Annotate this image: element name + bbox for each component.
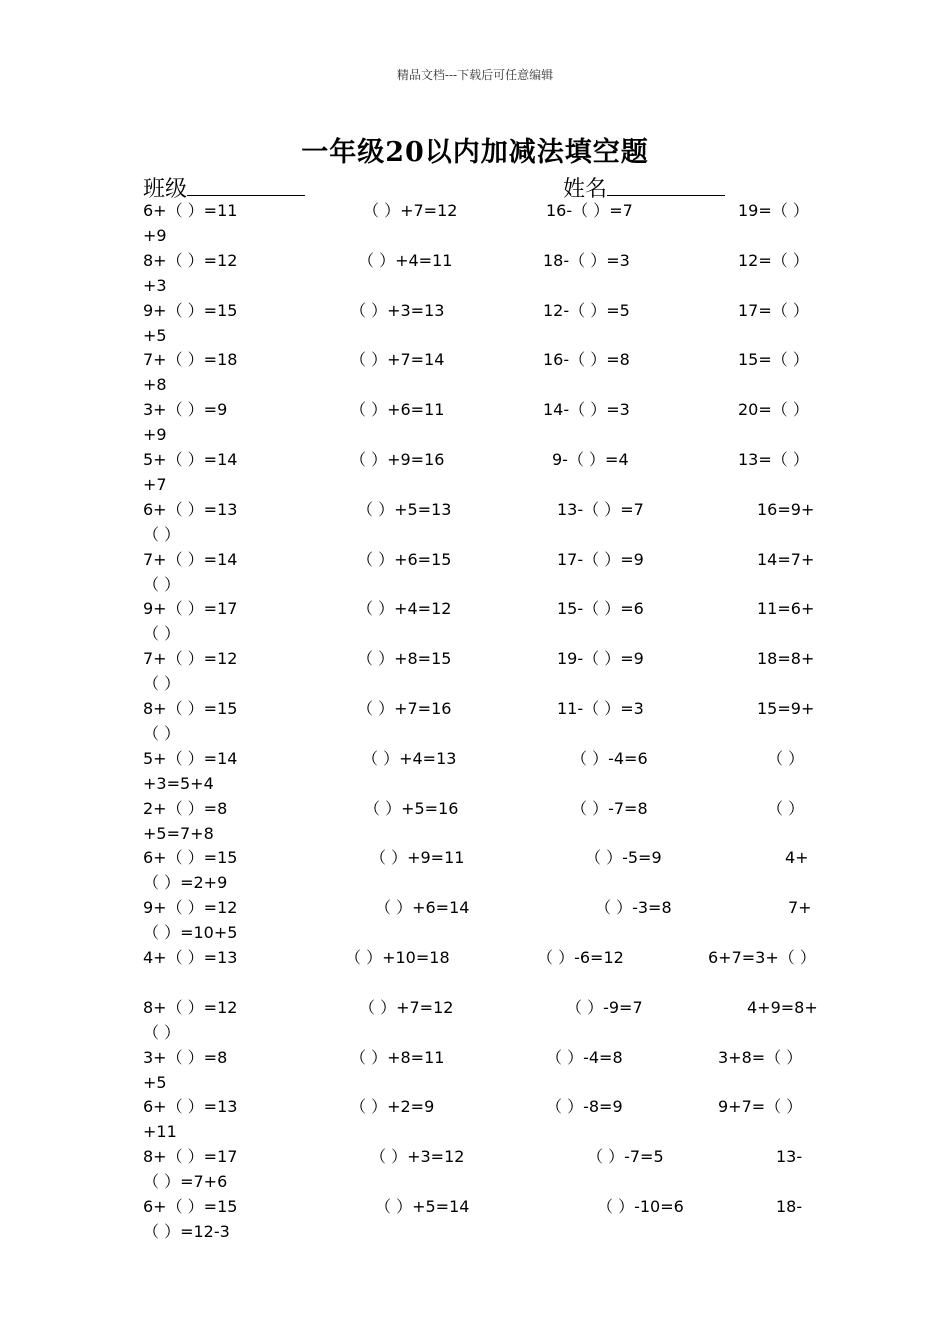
problem-1: 9+（ ）=17 xyxy=(143,599,238,619)
problem-4-continuation: +7 xyxy=(143,475,167,494)
problem-1: 6+（ ）=15 xyxy=(143,848,238,868)
problem-row xyxy=(0,796,950,846)
page-title: 一年级20以内加减法填空题 xyxy=(301,137,649,168)
problem-4: （ ） xyxy=(767,798,805,818)
problem-2: （ ）+5=14 xyxy=(375,1197,470,1216)
problem-row xyxy=(0,696,950,746)
problem-3: 11-（ ）=3 xyxy=(557,699,644,718)
problem-4-continuation: （ ）=2+9 xyxy=(143,873,228,893)
problem-4: 15=（ ） xyxy=(738,350,809,370)
problem-3: （ ）-4=6 xyxy=(571,748,648,768)
problem-1: 8+（ ）=12 xyxy=(143,997,238,1017)
problem-3: 9-（ ）=4 xyxy=(552,450,629,469)
problem-row xyxy=(0,895,950,945)
problem-4: 15=9+ xyxy=(757,699,815,718)
problem-1: 7+（ ）=18 xyxy=(143,350,238,370)
problem-1: 5+（ ）=14 xyxy=(143,748,238,768)
problem-4-continuation: +3 xyxy=(143,275,167,295)
problem-4-continuation: +11 xyxy=(143,1122,177,1142)
problem-4-continuation: （ ） xyxy=(143,624,181,644)
problem-1: 9+（ ）=15 xyxy=(143,300,238,320)
problem-row xyxy=(0,347,950,397)
problem-row xyxy=(0,1045,950,1095)
problem-2: （ ）+3=12 xyxy=(370,1147,465,1167)
problem-2: （ ）+9=16 xyxy=(350,450,445,469)
problem-2: （ ）+5=13 xyxy=(357,499,452,519)
problem-1: 6+（ ）=15 xyxy=(143,1197,238,1216)
class-label: 班级 xyxy=(143,177,188,202)
problem-3: 12-（ ）=5 xyxy=(543,300,630,320)
problem-4: 3+8=（ ） xyxy=(718,1047,803,1067)
problem-3: （ ）-7=5 xyxy=(587,1147,664,1167)
problem-4-continuation: +5 xyxy=(143,325,167,345)
problem-2: （ ）+5=16 xyxy=(364,798,459,818)
problem-2: （ ）+6=15 xyxy=(357,549,452,569)
problem-4: 17=（ ） xyxy=(738,300,809,320)
problem-4-continuation: （ ） xyxy=(143,674,181,694)
problem-1: 5+（ ）=14 xyxy=(143,450,238,469)
problem-2: （ ）+6=14 xyxy=(375,898,470,918)
problem-2: （ ）+2=9 xyxy=(350,1097,435,1117)
problem-4: 9+7=（ ） xyxy=(718,1097,803,1117)
problem-row xyxy=(0,1144,950,1194)
problem-1: 8+（ ）=17 xyxy=(143,1147,238,1167)
problem-3: （ ）-5=9 xyxy=(585,848,662,868)
problem-row xyxy=(0,397,950,447)
problem-4: 4+ xyxy=(785,848,809,868)
problem-4-continuation: （ ）=12-3 xyxy=(143,1222,230,1241)
problem-4-continuation: （ ） xyxy=(143,524,181,544)
problem-2: （ ）+7=14 xyxy=(350,350,445,370)
problem-4: 11=6+ xyxy=(757,599,815,619)
problem-row xyxy=(0,447,950,497)
problem-4-continuation: +5 xyxy=(143,1072,167,1092)
problem-1: 2+（ ）=8 xyxy=(143,798,228,818)
problem-3: 17-（ ）=9 xyxy=(557,549,644,569)
problem-4-continuation: +8 xyxy=(143,375,167,395)
problem-row xyxy=(0,547,950,597)
name-label: 姓名 xyxy=(563,177,608,202)
problem-3: 16-（ ）=7 xyxy=(546,201,633,220)
problem-2: （ ）+9=11 xyxy=(370,848,465,868)
problem-3: （ ）-6=12 xyxy=(537,948,624,967)
problem-3: 19-（ ）=9 xyxy=(557,649,644,669)
problem-row xyxy=(0,1094,950,1144)
problem-1: 6+（ ）=13 xyxy=(143,499,238,519)
problem-row xyxy=(0,995,950,1045)
problem-2: （ ）+8=15 xyxy=(357,649,452,669)
problem-4-continuation: +9 xyxy=(143,226,167,245)
problem-1: 8+（ ）=12 xyxy=(143,250,238,270)
problem-2: （ ）+4=13 xyxy=(362,748,457,768)
problem-4-continuation: （ ）=7+6 xyxy=(143,1172,228,1192)
problem-2: （ ）+4=12 xyxy=(357,599,452,619)
problem-1: 6+（ ）=11 xyxy=(143,201,238,220)
problem-2: （ ）+10=18 xyxy=(345,948,450,967)
header-note: 精品文档---下载后可任意编辑 xyxy=(396,68,554,82)
problem-2: （ ）+3=13 xyxy=(350,300,445,320)
problem-row xyxy=(0,945,950,995)
problem-4: 4+9=8+ xyxy=(747,997,818,1017)
problem-4: 18- xyxy=(776,1197,803,1216)
problem-4: 12=（ ） xyxy=(738,250,809,270)
problem-1: 9+（ ）=12 xyxy=(143,898,238,918)
problem-1: 6+（ ）=13 xyxy=(143,1097,238,1117)
problem-3: 13-（ ）=7 xyxy=(557,499,644,519)
problem-4: （ ） xyxy=(767,748,805,768)
problem-3: （ ）-10=6 xyxy=(597,1197,684,1216)
problem-4: 18=8+ xyxy=(757,649,815,669)
problem-3: 15-（ ）=6 xyxy=(557,599,644,619)
problem-3: （ ）-9=7 xyxy=(566,997,643,1017)
problem-4-continuation: （ ） xyxy=(143,724,181,743)
problem-2: （ ）+4=11 xyxy=(358,250,453,270)
problem-2: （ ）+6=11 xyxy=(350,400,445,420)
problem-3: （ ）-3=8 xyxy=(595,898,672,918)
problem-4-continuation: （ ）=10+5 xyxy=(143,923,238,943)
problem-4-continuation: +5=7+8 xyxy=(143,823,214,843)
problem-3: （ ）-8=9 xyxy=(546,1097,623,1117)
problem-row xyxy=(0,497,950,547)
problem-1: 3+（ ）=9 xyxy=(143,400,228,420)
problem-3: （ ）-7=8 xyxy=(571,798,648,818)
problem-2: （ ）+7=16 xyxy=(357,699,452,718)
problem-4: 7+ xyxy=(788,898,812,918)
problem-3: 14-（ ）=3 xyxy=(543,400,630,420)
problem-row xyxy=(0,198,950,248)
problem-4: 16=9+ xyxy=(757,499,815,519)
problem-4-continuation: +9 xyxy=(143,425,167,445)
problem-2: （ ）+7=12 xyxy=(359,997,454,1017)
problem-1: 7+（ ）=14 xyxy=(143,549,238,569)
problem-row xyxy=(0,646,950,696)
problem-1: 4+（ ）=13 xyxy=(143,948,238,967)
problem-row xyxy=(0,596,950,646)
problem-1: 7+（ ）=12 xyxy=(143,649,238,669)
problem-2: （ ）+7=12 xyxy=(363,201,458,220)
problem-row xyxy=(0,1194,950,1244)
problem-row xyxy=(0,845,950,895)
problem-4: 6+7=3+（ ） xyxy=(708,948,816,967)
problem-4: 20=（ ） xyxy=(738,400,809,420)
problem-4-continuation: （ ） xyxy=(143,1022,181,1042)
problem-1: 3+（ ）=8 xyxy=(143,1047,228,1067)
problem-3: 18-（ ）=3 xyxy=(543,250,630,270)
problem-4: 13=（ ） xyxy=(738,450,809,469)
problem-3: 16-（ ）=8 xyxy=(543,350,630,370)
problem-4: 14=7+ xyxy=(757,549,815,569)
problem-row xyxy=(0,298,950,348)
problem-2: （ ）+8=11 xyxy=(350,1047,445,1067)
problem-3: （ ）-4=8 xyxy=(546,1047,623,1067)
class-blank[interactable] xyxy=(187,175,305,196)
name-blank[interactable] xyxy=(607,175,725,196)
problem-1: 8+（ ）=15 xyxy=(143,699,238,718)
problem-4: 19=（ ） xyxy=(738,201,809,220)
problem-row xyxy=(0,248,950,298)
problem-row xyxy=(0,746,950,796)
problem-4-continuation: +3=5+4 xyxy=(143,773,214,793)
problem-4-continuation: （ ） xyxy=(143,574,181,594)
problem-4: 13- xyxy=(776,1147,803,1167)
